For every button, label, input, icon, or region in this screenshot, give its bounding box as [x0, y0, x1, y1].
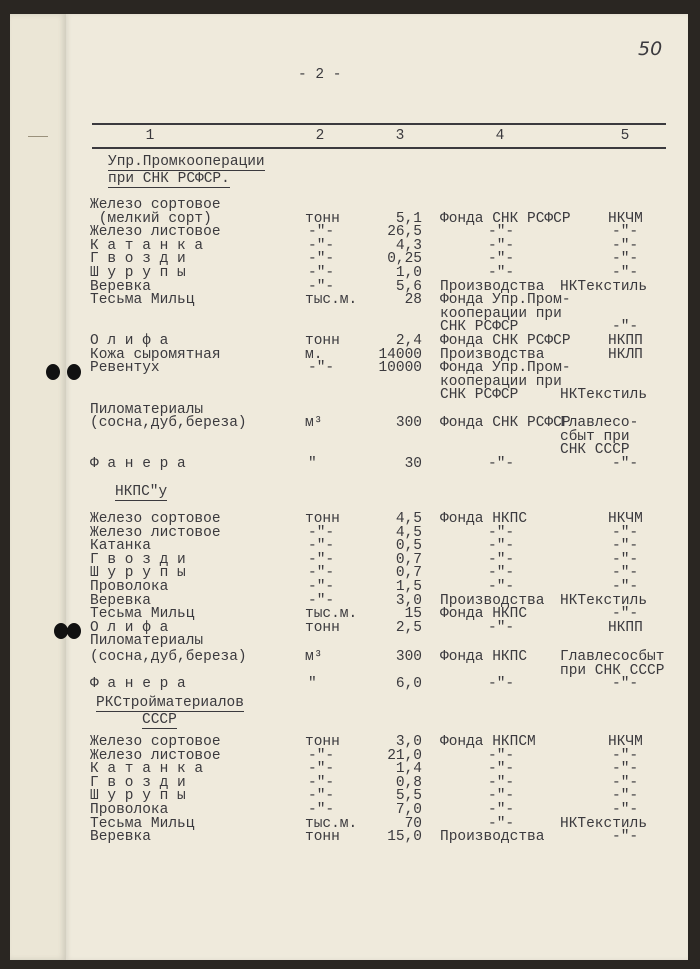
table-cell-dest: -"- — [612, 761, 639, 778]
table-cell-unit: -"- — [308, 251, 335, 268]
table-cell-qty: 70 — [404, 815, 422, 832]
table-cell-name: Ф а н е р а — [90, 676, 186, 692]
table-cell-name: Железо сортовое — [90, 734, 221, 750]
table-cell-dest: -"- — [612, 802, 639, 818]
table-cell-unit: тыс.м. — [305, 606, 358, 623]
table-cell-name: Г в о з д и — [90, 251, 186, 268]
table-cell-src: Фонда НКПСМ — [440, 734, 536, 750]
table-cell-qty: 0,8 — [395, 774, 422, 791]
table-cell-qty: 3,0 — [395, 592, 422, 609]
section-title-underline — [115, 500, 167, 501]
section-title: РКСтройматериалов — [96, 695, 244, 711]
binder-mark — [28, 136, 48, 137]
table-cell-name: Ш у р у п ы — [90, 565, 186, 582]
table-cell-src: -"- — [488, 456, 515, 472]
table-cell-qty: 1,0 — [395, 265, 422, 281]
table-cell-qty: 4,5 — [395, 524, 422, 541]
table-cell-qty: 26,5 — [387, 224, 422, 241]
table-cell-dest: сбыт при — [560, 429, 630, 445]
table-cell-dest: НКЧМ — [608, 734, 643, 750]
handwritten-page-number: 50 — [638, 38, 663, 60]
table-cell-unit: -"- — [308, 237, 335, 254]
table-cell-dest: НКТекстиль — [560, 592, 648, 609]
table-cell-src: Фонда СНК РСФСР — [440, 210, 571, 227]
table-cell-dest: -"- — [612, 524, 639, 541]
table-cell-src: -"- — [488, 538, 515, 555]
table-cell-name: Ш у р у п ы — [90, 265, 186, 281]
punch-hole — [67, 364, 81, 380]
header-rule-top — [92, 123, 666, 125]
table-cell-dest: -"- — [612, 538, 639, 555]
table-cell-src: -"- — [488, 565, 515, 582]
table-cell-qty: 0,25 — [387, 251, 422, 268]
table-cell-src: кооперации при — [440, 373, 562, 390]
table-cell-dest: НКТекстиль — [560, 387, 648, 404]
column-header: 4 — [495, 128, 505, 144]
column-header: 2 — [315, 128, 325, 144]
table-cell-qty: 7,0 — [395, 802, 422, 818]
table-cell-unit: м³ — [305, 649, 323, 665]
table-cell-name: Железо сортовое — [90, 197, 221, 213]
table-cell-unit: -"- — [308, 774, 335, 791]
table-cell-dest: -"- — [612, 774, 639, 791]
table-cell-dest: -"- — [612, 551, 639, 568]
column-header: 3 — [395, 128, 405, 144]
table-cell-src: -"- — [488, 251, 515, 268]
table-cell-name: Железо листовое — [90, 224, 221, 241]
section-title-underline — [142, 728, 177, 729]
table-cell-unit: -"- — [308, 224, 335, 241]
table-cell-name: Ревентух — [90, 360, 160, 377]
column-header: 5 — [620, 128, 630, 144]
header-rule-bottom — [92, 147, 666, 149]
table-cell-unit: тонн — [305, 333, 340, 349]
table-cell-src: -"- — [488, 237, 515, 254]
table-cell-dest: -"- — [612, 565, 639, 582]
table-cell-dest: НКПП — [608, 619, 643, 636]
table-cell-name: Кожа сыромятная — [90, 346, 221, 363]
table-cell-qty: 4,3 — [395, 237, 422, 254]
table-cell-src: Фонда НКПС — [440, 511, 528, 527]
table-cell-src: -"- — [488, 774, 515, 791]
table-cell-src: Производства — [440, 346, 545, 363]
table-cell-name: Катанка — [90, 538, 151, 555]
table-cell-src: СНК РСФСР — [440, 387, 519, 404]
table-cell-src: Производства — [440, 278, 545, 295]
table-cell-src: Фонда НКПС — [440, 606, 528, 623]
section-title-underline — [108, 187, 230, 188]
table-cell-dest: НКТекстиль — [560, 278, 648, 295]
table-cell-src: Производства — [440, 592, 545, 609]
table-cell-src: Фонда СНК РСФСР — [440, 415, 571, 431]
table-cell-dest: Главлесосбыт — [560, 649, 665, 665]
table-cell-qty: 21,0 — [387, 747, 422, 764]
table-cell-qty: 1,4 — [395, 761, 422, 778]
table-cell-src: -"- — [488, 676, 515, 692]
table-cell-unit: тонн — [305, 734, 340, 750]
table-cell-qty: 10000 — [378, 360, 422, 377]
table-cell-name: Г в о з д и — [90, 551, 186, 568]
punch-hole — [54, 623, 68, 639]
punch-hole — [46, 364, 60, 380]
table-cell-unit: м. — [305, 346, 323, 363]
table-cell-unit: -"- — [308, 538, 335, 555]
table-cell-dest: -"- — [612, 747, 639, 764]
column-header: 1 — [145, 128, 155, 144]
table-cell-name: Веревка — [90, 829, 151, 846]
table-cell-dest: -"- — [612, 788, 639, 805]
table-cell-src: -"- — [488, 761, 515, 778]
table-cell-unit: тонн — [305, 511, 340, 527]
table-cell-dest: -"- — [612, 456, 639, 472]
table-cell-src: -"- — [488, 524, 515, 541]
table-cell-unit: тонн — [305, 210, 340, 227]
page-marker: - 2 - — [298, 67, 342, 83]
table-cell-qty: 28 — [404, 292, 422, 309]
table-cell-name: Г в о з д и — [90, 774, 186, 791]
table-cell-name: Тесьма Мильц — [90, 292, 195, 309]
table-cell-unit: тонн — [305, 829, 340, 846]
table-cell-qty: 5,1 — [395, 210, 422, 227]
table-cell-name: (мелкий сорт) — [90, 210, 212, 227]
table-cell-dest: НКПП — [608, 333, 643, 349]
table-cell-src: -"- — [488, 224, 515, 241]
table-cell-name: (сосна,дуб,береза) — [90, 649, 247, 665]
table-cell-qty: 30 — [404, 456, 422, 472]
table-cell-unit: -"- — [308, 761, 335, 778]
table-cell-unit: -"- — [308, 265, 335, 281]
table-cell-name: Веревка — [90, 592, 151, 609]
table-cell-qty: 5,6 — [395, 278, 422, 295]
punch-hole — [67, 623, 81, 639]
table-cell-qty: 3,0 — [395, 734, 422, 750]
table-cell-qty: 14000 — [378, 346, 422, 363]
table-cell-src: Производства — [440, 829, 545, 846]
table-cell-dest: -"- — [612, 319, 639, 336]
table-cell-qty: 0,7 — [395, 565, 422, 582]
table-cell-unit: -"- — [308, 524, 335, 541]
table-cell-name: Тесьма Мильц — [90, 815, 195, 832]
table-cell-src: -"- — [488, 815, 515, 832]
table-cell-name: Железо листовое — [90, 747, 221, 764]
table-cell-qty: 5,5 — [395, 788, 422, 805]
table-cell-src: Фонда НКПС — [440, 649, 528, 665]
section-title: СССР — [142, 712, 177, 728]
binder-strip — [10, 14, 68, 960]
table-cell-dest: -"- — [612, 237, 639, 254]
table-cell-qty: 2,4 — [395, 333, 422, 349]
table-cell-unit: -"- — [308, 788, 335, 805]
table-cell-src: -"- — [488, 747, 515, 764]
table-cell-src: кооперации при — [440, 305, 562, 322]
table-cell-src: Фонда СНК РСФСР — [440, 333, 571, 349]
table-cell-qty: 0,7 — [395, 551, 422, 568]
section-title: НКПС"у — [115, 484, 168, 500]
table-cell-unit: тонн — [305, 619, 340, 636]
table-cell-name: К а т а н к а — [90, 237, 204, 254]
table-cell-src: Фонда Упр.Пром- — [440, 360, 571, 377]
table-cell-qty: 300 — [395, 649, 422, 665]
table-cell-qty: 1,5 — [395, 579, 422, 595]
table-cell-dest: Главлесо- — [560, 415, 639, 431]
table-cell-dest: -"- — [612, 579, 639, 595]
table-cell-src: -"- — [488, 265, 515, 281]
table-cell-dest: при СНК СССР — [560, 663, 665, 679]
table-cell-dest: -"- — [612, 251, 639, 268]
table-cell-name: Железо листовое — [90, 524, 221, 541]
table-cell-unit: -"- — [308, 360, 335, 377]
table-cell-dest: -"- — [612, 606, 639, 623]
table-cell-unit: -"- — [308, 592, 335, 609]
table-cell-qty: 0,5 — [395, 538, 422, 555]
table-cell-name: Веревка — [90, 278, 151, 295]
table-cell-qty: 15,0 — [387, 829, 422, 846]
table-cell-dest: НКЧМ — [608, 511, 643, 527]
table-cell-name: Железо сортовое — [90, 511, 221, 527]
table-cell-unit: тыс.м. — [305, 292, 358, 309]
table-cell-qty: 6,0 — [395, 676, 422, 692]
table-cell-dest: СНК СССР — [560, 442, 630, 458]
table-cell-src: Фонда Упр.Пром- — [440, 292, 571, 309]
table-cell-src: -"- — [488, 551, 515, 568]
table-cell-src: -"- — [488, 619, 515, 636]
table-cell-src: -"- — [488, 579, 515, 595]
table-cell-unit: -"- — [308, 278, 335, 295]
table-cell-name: (сосна,дуб,береза) — [90, 415, 247, 431]
table-cell-dest: -"- — [612, 265, 639, 281]
table-cell-name: Тесьма Мильц — [90, 606, 195, 623]
table-cell-src: -"- — [488, 802, 515, 818]
table-cell-dest: -"- — [612, 829, 639, 846]
table-cell-name: Проволока — [90, 579, 169, 595]
table-cell-name: О л и ф а — [90, 619, 169, 636]
table-cell-name: К а т а н к а — [90, 761, 204, 778]
table-cell-name: Пиломатериалы — [90, 402, 204, 418]
table-cell-qty: 2,5 — [395, 619, 422, 636]
table-cell-dest: -"- — [612, 676, 639, 692]
table-cell-dest: НКЧМ — [608, 210, 643, 227]
section-title: Упр.Промкооперации — [108, 154, 265, 170]
table-cell-name: Ш у р у п ы — [90, 788, 186, 805]
table-cell-unit: -"- — [308, 551, 335, 568]
table-cell-qty: 15 — [404, 606, 422, 623]
table-cell-src: -"- — [488, 788, 515, 805]
table-cell-dest: НКТекстиль — [560, 815, 648, 832]
table-cell-unit: -"- — [308, 802, 335, 818]
table-cell-unit: -"- — [308, 747, 335, 764]
table-cell-qty: 300 — [395, 415, 422, 431]
table-cell-unit: -"- — [308, 565, 335, 582]
table-cell-unit: тыс.м. — [305, 815, 358, 832]
table-cell-unit: м³ — [305, 415, 323, 431]
table-cell-dest: НКЛП — [608, 346, 643, 363]
section-title: при СНК РСФСР. — [108, 171, 230, 187]
table-cell-qty: 4,5 — [395, 511, 422, 527]
table-cell-dest: -"- — [612, 224, 639, 241]
table-cell-unit: " — [308, 456, 317, 472]
table-cell-name: Проволока — [90, 802, 169, 818]
table-cell-unit: " — [308, 676, 317, 692]
table-cell-name: Ф а н е р а — [90, 456, 186, 472]
table-cell-name: Пиломатериалы — [90, 633, 204, 649]
table-cell-unit: -"- — [308, 579, 335, 595]
table-cell-name: О л и ф а — [90, 333, 169, 349]
table-cell-src: СНК РСФСР — [440, 319, 519, 336]
